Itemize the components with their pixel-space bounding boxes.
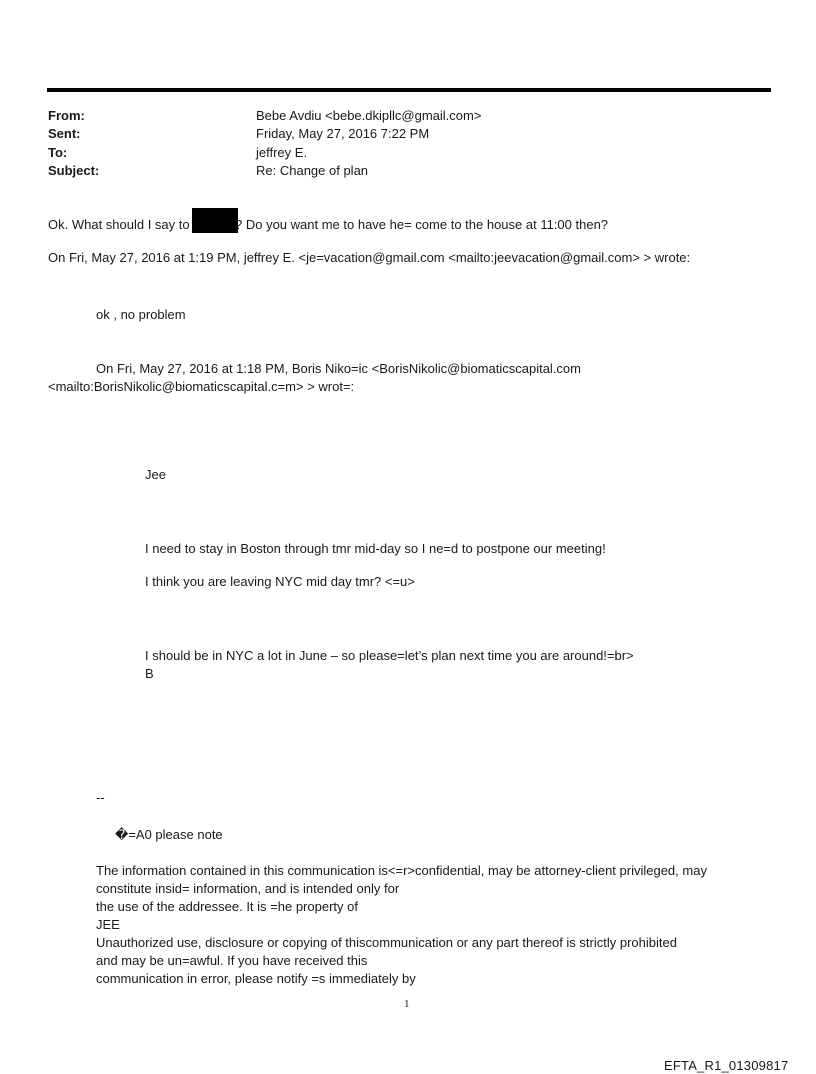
sent-value: Friday, May 27, 2016 7:22 PM	[256, 126, 430, 141]
reply-text: ok , no problem	[96, 307, 186, 322]
to-value: jeffrey E.	[256, 145, 308, 160]
header-rule	[47, 88, 771, 92]
body-line-1b: ? Do you want me to have he= come to the house at 11:00 then?	[235, 217, 609, 232]
redaction-box	[192, 208, 238, 233]
separator: --	[96, 790, 105, 805]
disclaimer-line-7: communication in error, please notify =s immediately by	[96, 971, 416, 986]
from-label: From:	[48, 108, 85, 123]
greeting: Jee	[145, 467, 166, 482]
disclaimer-line-6: and may be un=awful. If you have received this	[96, 953, 368, 968]
from-value: Bebe Avdiu <bebe.dkipllc@gmail.com>	[256, 108, 482, 123]
disclaimer-line-5: Unauthorized use, disclosure or copying of thiscommunication or any part thereof is strictly prohibited	[96, 935, 677, 950]
page-number: 1	[404, 998, 410, 1010]
to-label: To:	[48, 145, 68, 160]
sent-label: Sent:	[48, 126, 81, 141]
disclaimer-line-4: JEE	[96, 917, 120, 932]
quoted-header-2a: On Fri, May 27, 2016 at 1:18 PM, Boris Niko=ic <BorisNikolic@biomaticscapital.com	[96, 361, 581, 376]
subject-label: Subject:	[48, 163, 100, 178]
quoted-header-2b: <mailto:BorisNikolic@biomaticscapital.c=m> > wrot=:	[48, 379, 355, 394]
signature: B	[145, 666, 154, 681]
body-line-1a: Ok. What should I say to	[48, 217, 190, 232]
subject-value: Re: Change of plan	[256, 163, 369, 178]
disclaimer-line-2: constitute insid= information, and is intended only for	[96, 881, 400, 896]
disclaimer-line-3: the use of the addressee. It is =he property of	[96, 899, 358, 914]
message-line-3: I should be in NYC a lot in June – so please=let’s plan next time you are around!=br>	[145, 648, 634, 663]
document-id: EFTA_R1_01309817	[664, 1058, 789, 1073]
disclaimer-line-1: The information contained in this communication is<=r>confidential, may be attorney-client privileged, may	[96, 863, 707, 878]
message-line-2: I think you are leaving NYC mid day tmr? <=u>	[145, 574, 415, 589]
message-line-1: I need to stay in Boston through tmr mid-day so I ne=d to postpone our meeting!	[145, 541, 606, 556]
quoted-header-1: On Fri, May 27, 2016 at 1:19 PM, jeffrey E. <je=vacation@gmail.com <mailto:jeevacation@gmail.com> > wrote:	[48, 250, 691, 265]
note-heading: �=A0 please note	[115, 827, 223, 842]
